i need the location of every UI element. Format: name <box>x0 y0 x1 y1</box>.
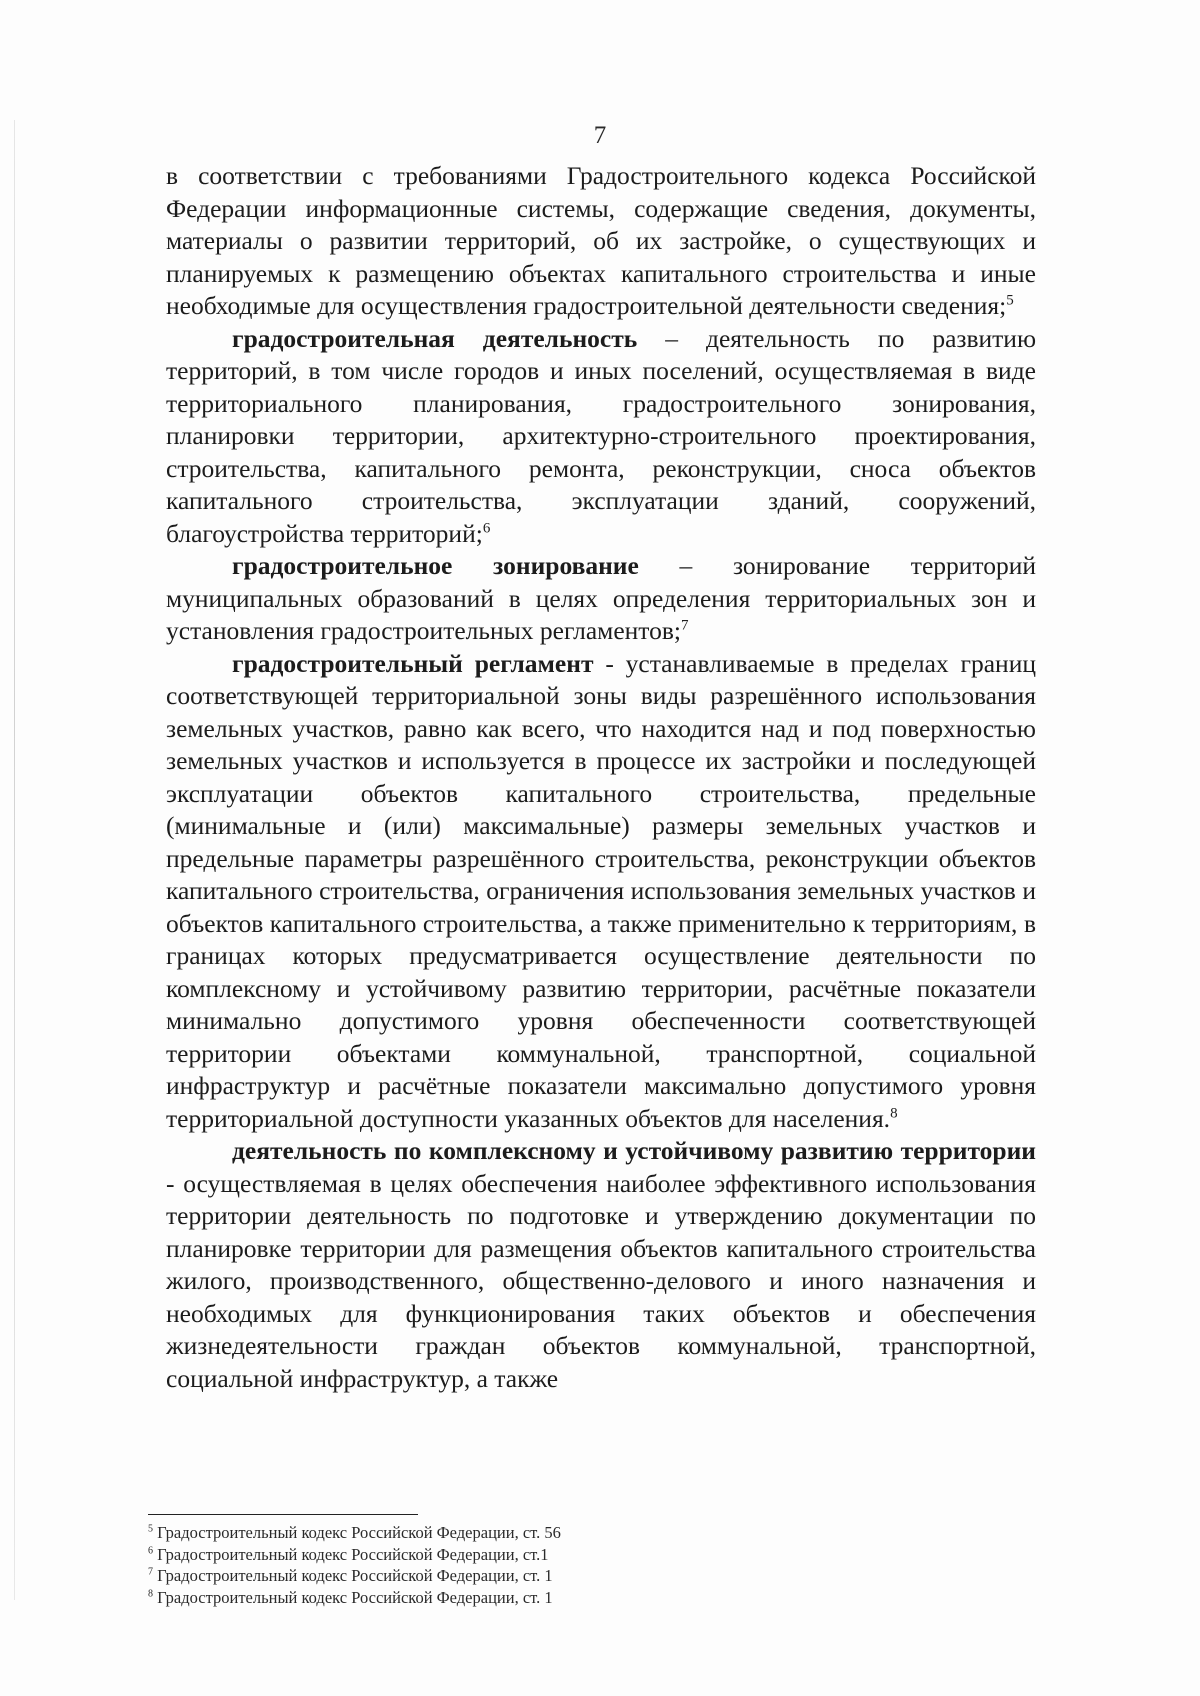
footnote-text: Градостроительный кодекс Российской Федерации, ст.1 <box>157 1544 549 1564</box>
defined-term: деятельность по комплексному и устойчивому развитию территории <box>232 1136 1036 1165</box>
defined-term: градостроительный регламент <box>232 648 594 678</box>
paragraph-text: в соответствии с требованиями Градостроительного кодекса Российской Федерации информационные системы, содержащие сведения, документы, материалы о развитии территорий, об их застройке, о существующих и планируемых к размещению объектах капитального строительства и иные необходимые для осуществления градостроительной деятельности сведения; <box>166 161 1036 320</box>
paragraph-5 <box>166 1135 1036 1395</box>
paragraph-1 <box>166 160 1036 323</box>
footnote-number: 5 <box>148 1523 153 1535</box>
paragraph-2 <box>166 323 1036 551</box>
footnote-number: 6 <box>148 1545 153 1556</box>
scan-edge-line <box>14 120 15 1600</box>
paragraph-3 <box>166 550 1036 648</box>
footnote-ref: 6 <box>482 520 491 536</box>
footnote-ref: 8 <box>890 1105 898 1121</box>
footnote-text: Градостроительный кодекс Российской Федерации, ст. 1 <box>157 1587 553 1607</box>
footnote-number: 8 <box>148 1588 153 1599</box>
defined-term: градостроительная деятельность <box>232 323 638 353</box>
paragraph-4 <box>166 648 1036 1136</box>
footnote-ref: 5 <box>1006 292 1014 309</box>
footnotes <box>148 1522 848 1608</box>
paragraph-text: - осуществляемая в целях обеспечения наиболее эффективного использования территории деятельность по подготовке и утверждению документации по планировке территории для размещения объектов капитального строительства жилого, производственного, общественно-делового и иного назначения и необходимых для функционирования таких объектов и обеспечения жизнедеятельности граждан объектов коммунальной, транспортной, социальной инфраструктур, а также <box>166 1168 1036 1393</box>
paragraph-text: – деятельность по развитию территорий, в том числе городов и иных поселений, осуществляемая в виде территориального планирования, градостроительного зонирования, планировки территории, архитектурно-строительного проектирования, строительства, капитального ремонта, реконструкции, сноса объектов капитального строительства, эксплуатации зданий, сооружений, благоустройства территорий; <box>166 323 1036 548</box>
paragraph-text: - устанавливаемые в пределах границ соответствующей территориальной зоны виды разрешённого использования земельных участков, равно как всего, что находится над и под поверхностью земельных участков и используется в процессе их застройки и последующей эксплуатации объектов капитального строительства, предельные (минимальные и (или) максимальные) размеры земельных участков и предельные параметры разрешённого строительства, реконструкции объектов капитального строительства, ограничения использования земельных участков и объектов капитального строительства, а также применительно к территориям, в границах которых предусматривается осуществление деятельности по комплексному и устойчивому развитию территории, расчётные показатели минимально допустимого уровня обеспеченности соответствующей территории объектами коммунальной, транспортной, социальной инфраструктур и расчётные показатели максимально допустимого уровня территориальной доступности указанных объектов для населения. <box>166 648 1036 1133</box>
footnote-number: 7 <box>148 1566 153 1578</box>
footnote-8 <box>148 1587 848 1609</box>
footnote-7 <box>148 1565 848 1587</box>
defined-term: градостроительное зонирование <box>232 551 639 580</box>
footnote-5 <box>148 1522 848 1544</box>
footnote-text: Градостроительный кодекс Российской Федерации, ст. 1 <box>157 1566 553 1585</box>
page-number: 7 <box>593 122 607 149</box>
footnote-separator <box>148 1514 418 1515</box>
footnote-ref: 7 <box>680 617 689 634</box>
footnote-6 <box>148 1544 848 1566</box>
paragraph-text: – зонирование территорий муниципальных образований в целях определения территориальных зон и установления градостроительных регламентов; <box>166 551 1037 645</box>
footnote-text: Градостроительный кодекс Российской Федерации, ст. 56 <box>157 1523 561 1542</box>
body-text <box>166 160 1036 1395</box>
